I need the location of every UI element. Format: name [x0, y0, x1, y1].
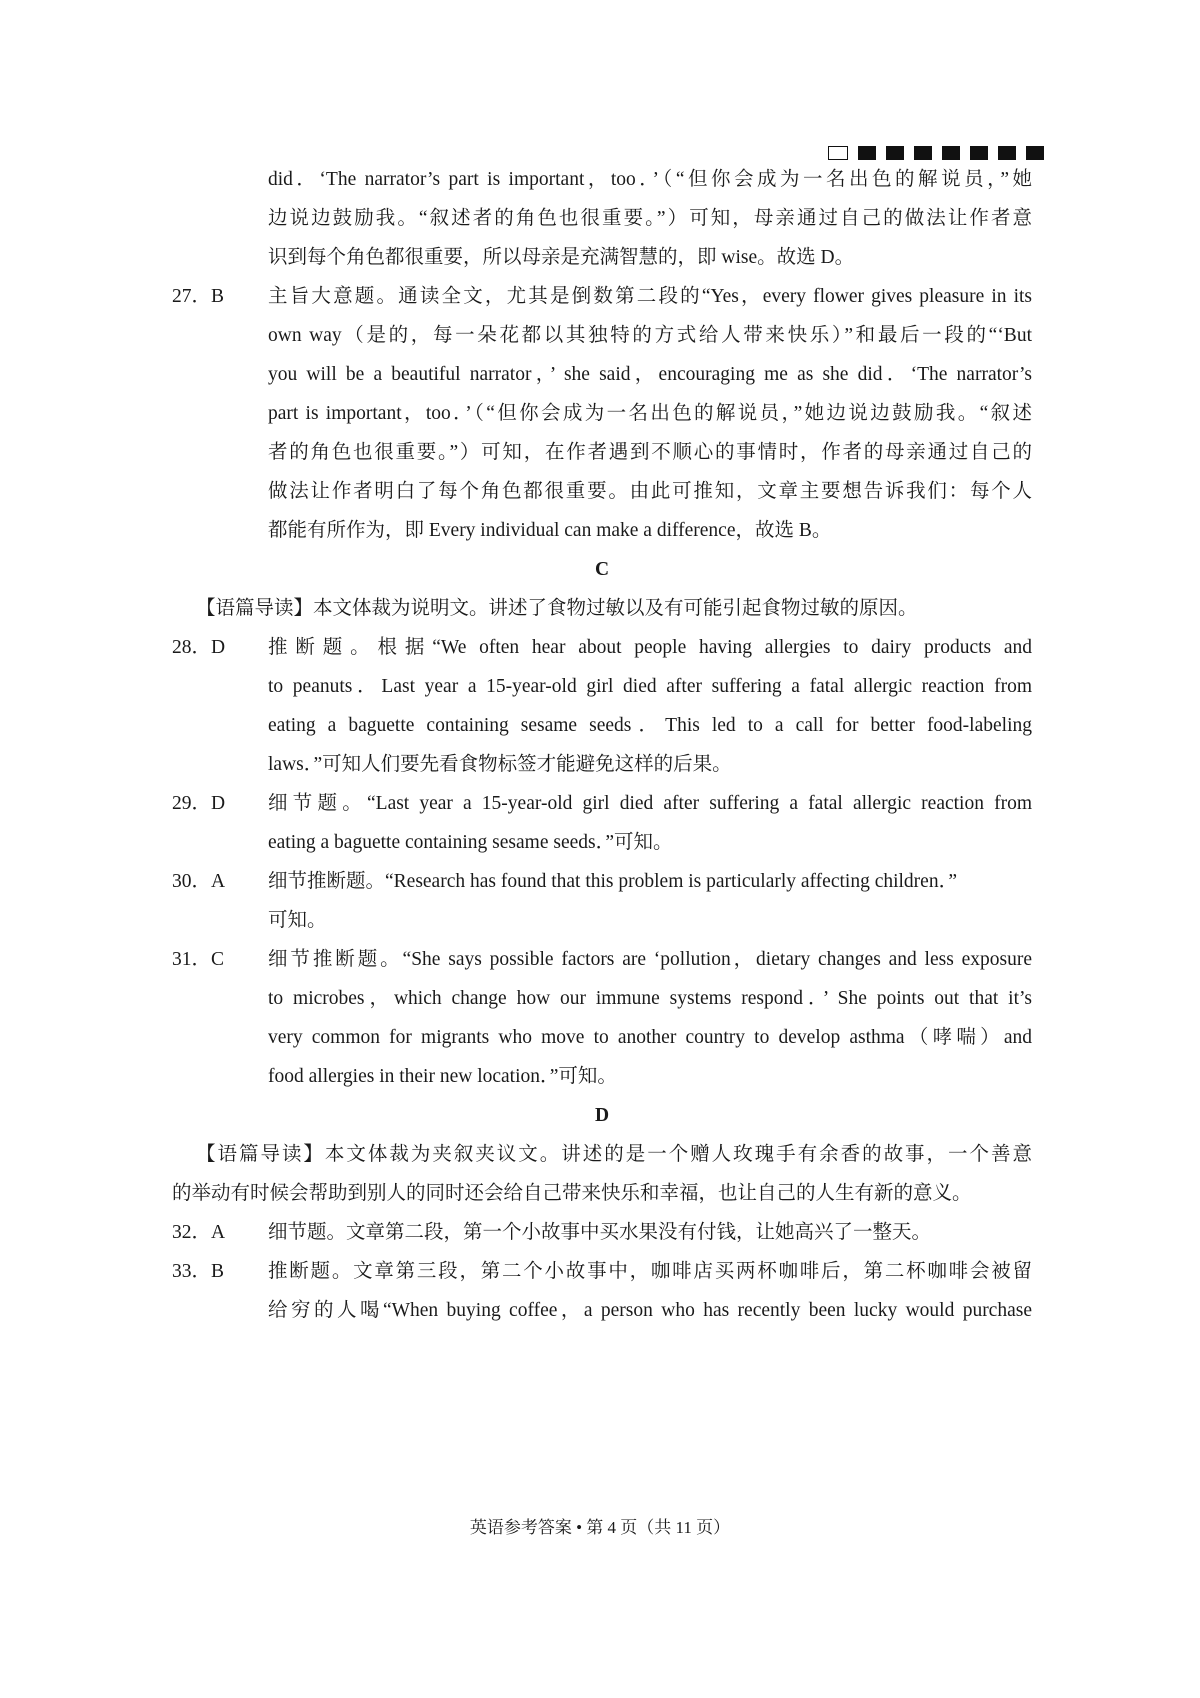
question-number: 32．A — [172, 1222, 226, 1243]
solid-square-mark — [914, 146, 932, 160]
q31-line: to microbes，which change how our immune systems respond．’ She points out that it’s — [268, 988, 1032, 1009]
q31-line: food allergies in their new location．”可知。 — [268, 1066, 617, 1087]
section-d-intro: 的举动有时候会帮助到别人的同时还会给自己带来快乐和幸福，也让自己的人生有新的意义。 — [172, 1183, 972, 1204]
q29-line: 细节题。“Last year a 15-year-old girl died after suffering a fatal allergic reaction from — [268, 793, 1032, 814]
solid-square-mark — [970, 146, 988, 160]
solid-square-mark — [858, 146, 876, 160]
q29-line: eating a baguette containing sesame seeds．”可知。 — [268, 832, 673, 853]
q30-line: 细节推断题。“Research has found that this problem is particularly affecting children．” — [268, 871, 957, 892]
q31-line: 细节推断题。“She says possible factors are ‘pollution，dietary changes and less exposure — [268, 949, 1032, 970]
hollow-square-mark — [828, 146, 848, 160]
q27-line: part is important，too．’（“但你会成为一名出色的解说员，”她边说边鼓励我。“叙述 — [268, 403, 1032, 424]
question-number: 30．A — [172, 871, 226, 892]
q28-line: to peanuts．Last year a 15-year-old girl died after suffering a fatal allergic reaction from — [268, 676, 1032, 697]
q26-line: 识到每个角色都很重要，所以母亲是充满智慧的，即 wise。故选 D。 — [268, 247, 855, 268]
q33-line: 推断题。文章第三段，第二个小故事中，咖啡店买两杯咖啡后，第二杯咖啡会被留 — [268, 1261, 1032, 1282]
q33-line: 给穷的人喝“When buying coffee，a person who has recently been lucky would purchase — [268, 1300, 1032, 1321]
q28-line: eating a baguette containing sesame seeds．This led to a call for better food-labeling — [268, 715, 1032, 736]
q26-line: 边说边鼓励我。“叙述者的角色也很重要。”）可知，母亲通过自己的做法让作者意 — [268, 208, 1032, 229]
q27-line: own way（是的，每一朵花都以其独特的方式给人带来快乐）”和最后一段的“‘But — [268, 325, 1032, 346]
page-footer: 英语参考答案 • 第 4 页（共 11 页） — [469, 1518, 731, 1537]
solid-square-mark — [1026, 146, 1044, 160]
q28-line: laws．”可知人们要先看食物标签才能避免这样的后果。 — [268, 754, 732, 775]
q27-line: 者的角色也很重要。”）可知，在作者遇到不顺心的事情时，作者的母亲通过自己的 — [268, 442, 1032, 463]
solid-square-mark — [942, 146, 960, 160]
q30-line: 可知。 — [268, 910, 327, 931]
q28-line: 推断题。根据“We often hear about people having allergies to dairy products and — [268, 637, 1032, 658]
solid-square-mark — [886, 146, 904, 160]
question-number: 28．D — [172, 637, 226, 658]
q27-line: 都能有所作为，即 Every individual can make a difference，故选 B。 — [268, 520, 832, 541]
q26-line: did．‘The narrator’s part is important，too．’（“但你会成为一名出色的解说员，”她 — [268, 169, 1032, 190]
section-title-d: D — [594, 1105, 610, 1126]
q31-line: very common for migrants who move to another country to develop asthma（哮喘）and — [268, 1027, 1032, 1048]
q27-line: you will be a beautiful narrator，’ she said，encouraging me as she did．‘The narrator’s — [268, 364, 1032, 385]
section-c-intro: 【语篇导读】本文体裁为说明文。讲述了食物过敏以及有可能引起食物过敏的原因。 — [196, 598, 918, 619]
q27-line: 主旨大意题。通读全文，尤其是倒数第二段的“Yes，every flower gives pleasure in its — [268, 286, 1032, 307]
section-d-intro: 【语篇导读】本文体裁为夹叙夹议文。讲述的是一个赠人玫瑰手有余香的故事，一个善意 — [196, 1144, 1032, 1165]
question-number: 27．B — [172, 286, 225, 307]
section-title-c: C — [594, 559, 610, 580]
q27-line: 做法让作者明白了每个角色都很重要。由此可推知，文章主要想告诉我们：每个人 — [268, 481, 1032, 502]
q32-line: 细节题。文章第二段，第一个小故事中买水果没有付钱，让她高兴了一整天。 — [268, 1222, 932, 1243]
header-marks — [828, 146, 1044, 160]
question-number: 33．B — [172, 1261, 225, 1282]
solid-square-mark — [998, 146, 1016, 160]
question-number: 31．C — [172, 949, 225, 970]
question-number: 29．D — [172, 793, 226, 814]
